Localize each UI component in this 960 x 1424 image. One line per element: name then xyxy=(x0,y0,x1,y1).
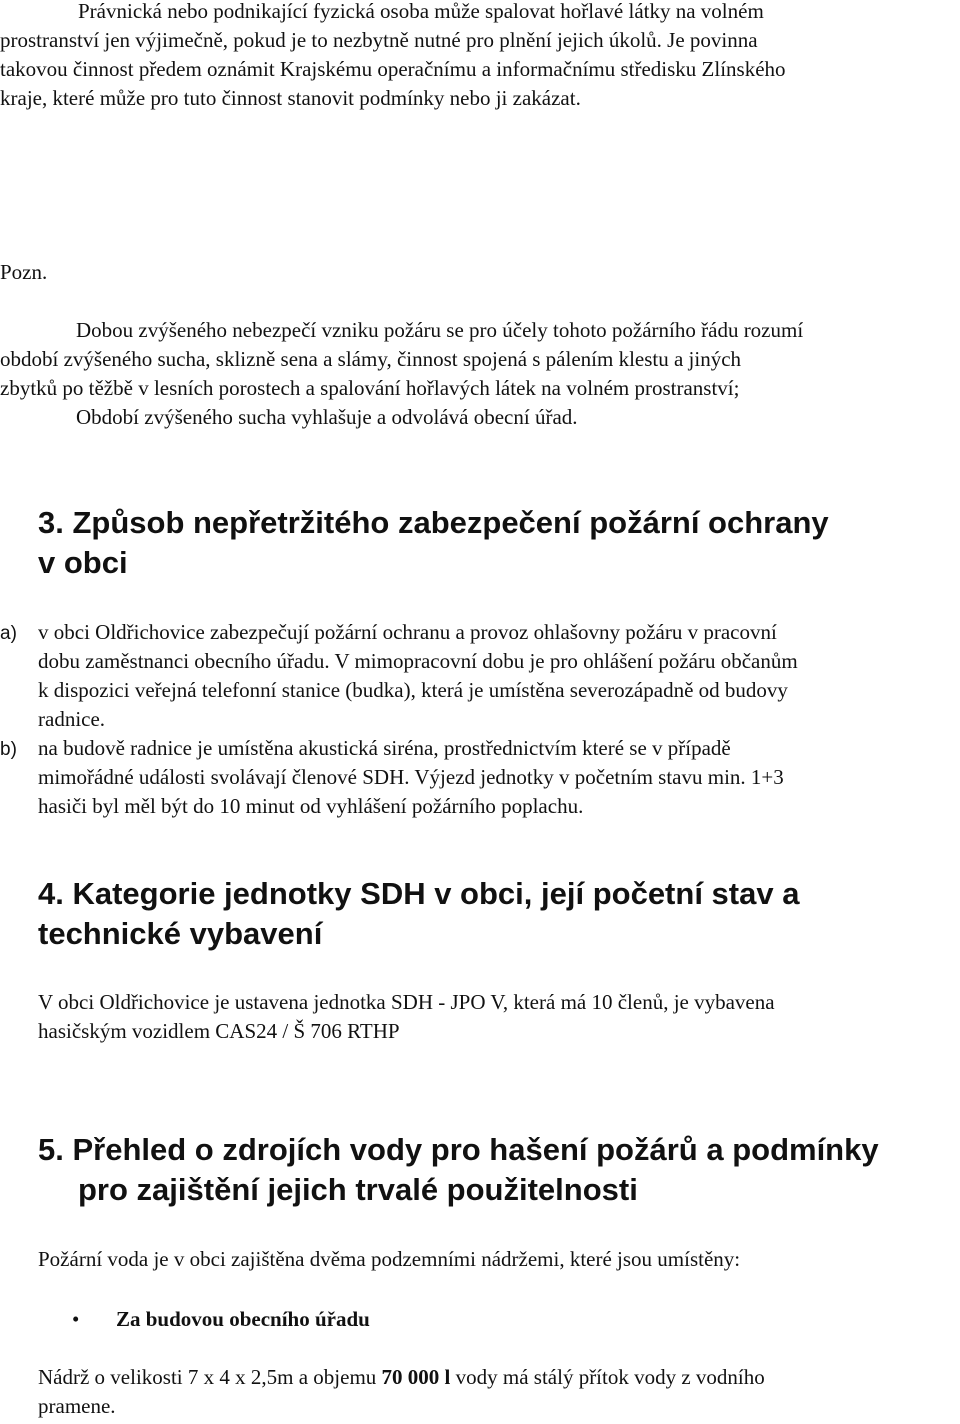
section4-heading-line: technické vybavení xyxy=(38,916,323,951)
intro-paragraph xyxy=(0,0,960,113)
tank-text: vody má stálý přítok vody z vodního xyxy=(450,1365,765,1389)
list-item-line: dobu zaměstnanci obecního úřadu. V mimopracovní dobu je pro ohlášení požáru občanům xyxy=(38,649,798,673)
section4-heading xyxy=(38,874,958,954)
section3-item-b xyxy=(0,734,960,821)
list-letter: a) xyxy=(0,623,17,644)
list-item-line: mimořádné události svolávají členové SDH. Výjezd jednotky v početním stavu min. 1+3 xyxy=(38,765,784,789)
intro-line: kraje, které může pro tuto činnost stanovit podmínky nebo ji zakázat. xyxy=(0,86,581,110)
list-letter: b) xyxy=(0,739,17,760)
section3-heading xyxy=(38,503,958,583)
section4-paragraph xyxy=(38,988,960,1046)
section3-heading-line: 3. Způsob nepřetržitého zabezpečení požární ochrany xyxy=(38,505,829,540)
list-item-text xyxy=(38,618,960,734)
list-item-line: v obci Oldřichovice zabezpečují požární ochranu a provoz ohlašovny požáru v pracovní xyxy=(38,620,777,644)
note-line: období zvýšeného sucha, sklizně sena a slámy, činnost spojená s pálením klestu a jiných xyxy=(0,347,742,371)
list-item-line: na budově radnice je umístěna akustická siréna, prostřednictvím které se v případě xyxy=(38,736,731,760)
list-item-text xyxy=(38,734,960,821)
section5-heading-line: pro zajištění jejich trvalé použitelnosti xyxy=(78,1172,638,1207)
tank-text: Nádrž o velikosti 7 x 4 x 2,5m a objemu xyxy=(38,1365,382,1389)
section4-line: hasičským vozidlem CAS24 / Š 706 RTHP xyxy=(38,1019,400,1043)
tank-line: pramene. xyxy=(38,1394,116,1418)
intro-line: Právnická nebo podnikající fyzická osoba může spalovat hořlavé látky na volném xyxy=(78,0,764,23)
note-line: zbytků po těžbě v lesních porostech a spalování hořlavých látek na volném prostranství; xyxy=(0,376,740,400)
section5-heading xyxy=(38,1130,960,1210)
section5-bullet-item xyxy=(0,1305,960,1335)
tank-paragraph xyxy=(38,1363,960,1421)
list-item-line: hasiči byl měl být do 10 minut od vyhlášení požárního poplachu. xyxy=(38,794,584,818)
note-paragraph xyxy=(0,316,960,432)
list-item-line: k dispozici veřejná telefonní stanice (budka), která je umístěna severozápadně od budovy xyxy=(38,678,788,702)
note-line: Období zvýšeného sucha vyhlašuje a odvolává obecní úřad. xyxy=(76,405,578,429)
section4-line: V obci Oldřichovice je ustavena jednotka SDH - JPO V, která má 10 členů, je vybavena xyxy=(38,990,775,1014)
intro-line: takovou činnost předem oznámit Krajskému operačnímu a informačnímu středisku Zlínského xyxy=(0,57,786,81)
tank-volume: 70 000 l xyxy=(381,1365,451,1389)
bullet-label: Za budovou obecního úřadu xyxy=(116,1307,370,1331)
section5-heading-line: 5. Přehled o zdrojích vody pro hašení požárů a podmínky xyxy=(38,1132,879,1167)
note-label: Pozn. xyxy=(0,260,48,284)
bullet-symbol: • xyxy=(72,1307,80,1331)
section5-intro: Požární voda je v obci zajištěna dvěma podzemními nádržemi, které jsou umístěny: xyxy=(38,1247,741,1271)
note-line: Dobou zvýšeného nebezpečí vzniku požáru se pro účely tohoto požárního řádu rozumí xyxy=(76,318,804,342)
section3-heading-line: v obci xyxy=(38,545,128,580)
intro-line: prostranství jen výjimečně, pokud je to nezbytně nutné pro plnění jejich úkolů. Je povinna xyxy=(0,28,758,52)
section3-item-a xyxy=(0,618,960,734)
list-item-line: radnice. xyxy=(38,707,106,731)
section4-heading-line: 4. Kategorie jednotky SDH v obci, její početní stav a xyxy=(38,876,800,911)
tank-line xyxy=(38,1363,960,1392)
